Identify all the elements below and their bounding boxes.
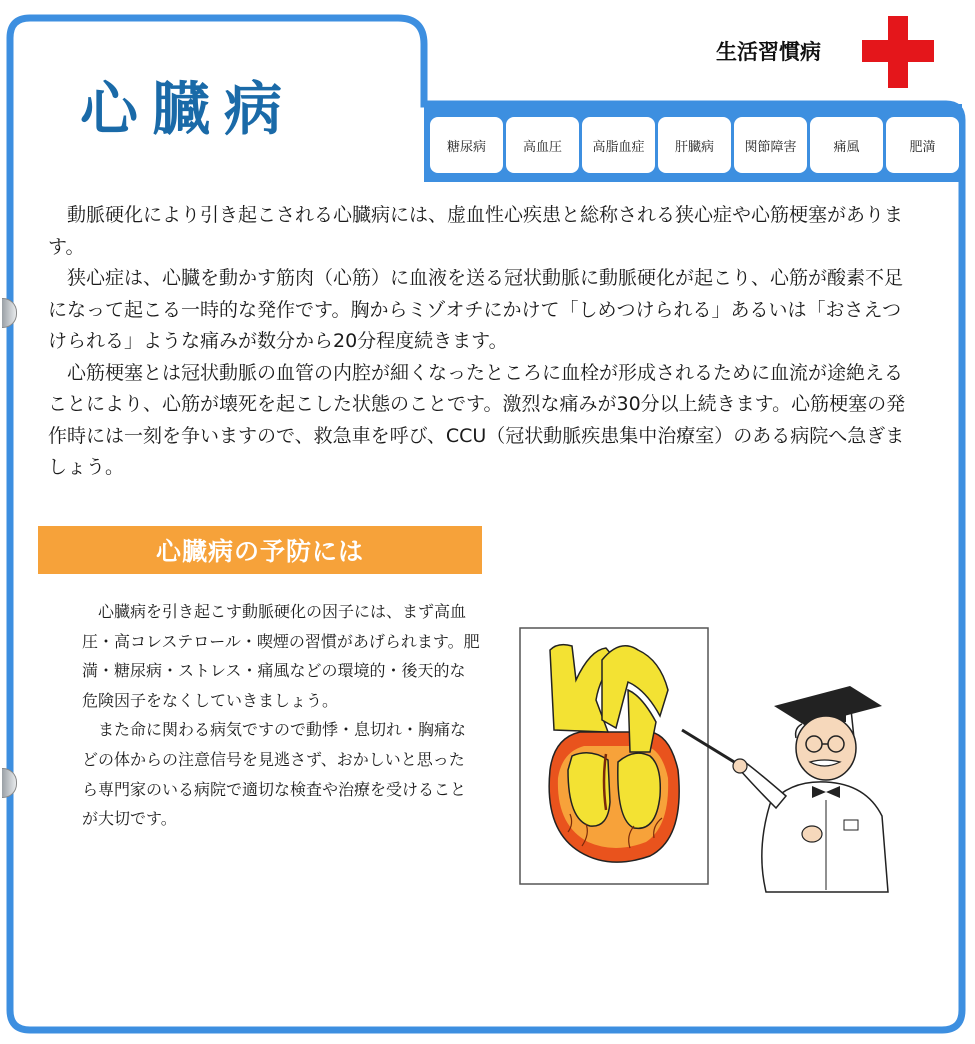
prevention-paragraph: また命に関わる病気ですので動悸・息切れ・胸痛などの体からの注意信号を見逃さず、おかしいと思ったら専門家のいる病院で適切な検査や治療を受けることが大切です。 — [82, 720, 467, 829]
tab-gout[interactable]: 痛風 — [810, 117, 883, 173]
heart-chart-icon — [520, 628, 708, 884]
tab-joint-disorder[interactable]: 関節障害 — [734, 117, 807, 173]
disease-tabs — [430, 117, 959, 173]
tab-hyperlipidemia[interactable]: 高脂血症 — [582, 117, 655, 173]
tab-obesity[interactable]: 肥満 — [886, 117, 959, 173]
intro-paragraph: 動脈硬化により引き起こされる心臓病には、虚血性心疾患と総称される狭心症や心筋梗塞があります。 — [48, 204, 904, 258]
doctor-icon — [733, 686, 888, 892]
category-label: 生活習慣病 — [716, 40, 821, 64]
prevention-text — [82, 597, 480, 834]
prevention-heading: 心臓病の予防には — [38, 526, 482, 574]
intro-paragraph: 狭心症は、心臓を動かす筋肉（心筋）に血液を送る冠状動脈に動脈硬化が起こり、心筋が酸素不足になって起こる一時的な発作です。胸からミゾオチにかけて「しめつけられる」あるいは「おさえつけられる」ような痛みが数分から20分程度続きます。 — [48, 267, 904, 352]
tab-liver-disease[interactable]: 肝臓病 — [658, 117, 731, 173]
intro-text — [48, 200, 918, 484]
page-title: 心臓病 — [80, 75, 297, 143]
intro-paragraph: 心筋梗塞とは冠状動脈の血管の内腔が細くなったところに血栓が形成されるために血流が途絶えることにより、心筋が壊死を起こした状態のことです。激烈な痛みが30分以上続きます。心筋梗塞の発作時には一刻を争いますので、救急車を呼び、CCU（冠状動脈疾患集中治療室）のある病院へ急ぎましょう。 — [48, 361, 906, 478]
tab-diabetes[interactable]: 糖尿病 — [430, 117, 503, 173]
red-cross-icon — [862, 16, 934, 88]
prevention-paragraph: 心臓病を引き起こす動脈硬化の因子には、まず高血圧・高コレステロール・喫煙の習慣があげられます。肥満・糖尿病・ストレス・痛風などの環境的・後天的な危険因子をなくしていきましょう。 — [82, 602, 480, 710]
illustration — [510, 620, 950, 910]
tab-hypertension[interactable]: 高血圧 — [506, 117, 579, 173]
